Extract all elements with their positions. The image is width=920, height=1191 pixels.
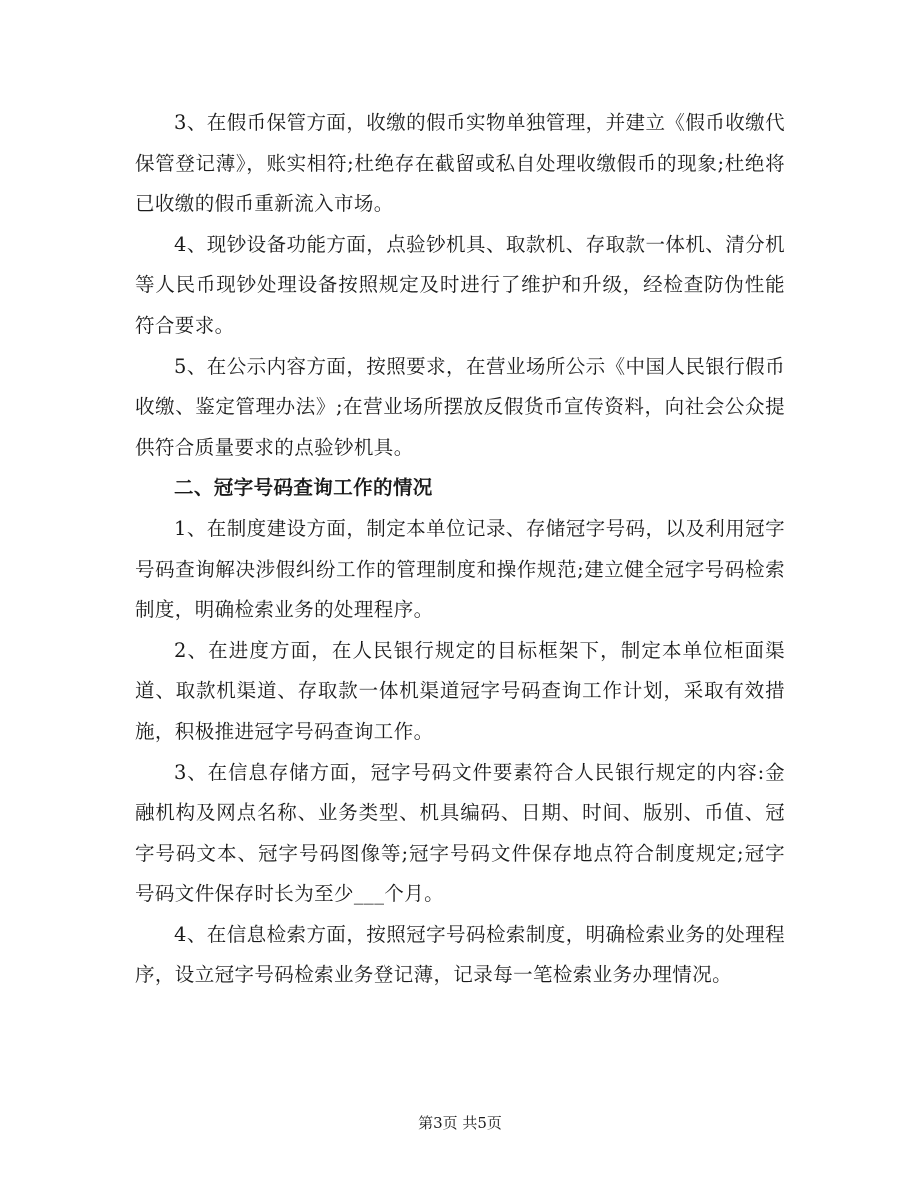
paragraph-counterfeit-custody: 3、在假币保管方面，收缴的假币实物单独管理，并建立《假币收缴代保管登记薄》，账实相符;杜绝存在截留或私自处理收缴假币的现象;杜绝将已收缴的假币重新流入市场。	[135, 111, 785, 216]
paragraph-public-notice: 5、在公示内容方面，按照要求，在营业场所公示《中国人民银行假币收缴、鉴定管理办法》;在营业场所摆放反假货币宣传资料，向社会公众提供符合质量要求的点验钞机具。	[135, 354, 785, 459]
document-body	[135, 103, 785, 996]
page-number-footer: 第3页 共5页	[418, 1114, 502, 1132]
paragraph-cash-equipment: 4、现钞设备功能方面，点验钞机具、取款机、存取款一体机、清分机等人民币现钞处理设备按照规定及时进行了维护和升级，经检查防伪性能符合要求。	[135, 232, 785, 337]
paragraph-system-building: 1、在制度建设方面，制定本单位记录、存储冠字号码，以及利用冠字号码查询解决涉假纠纷工作的管理制度和操作规范;建立健全冠字号码检索制度，明确检索业务的处理程序。	[135, 516, 785, 622]
paragraph-information-retrieval: 4、在信息检索方面，按照冠字号码检索制度，明确检索业务的处理程序，设立冠字号码检索业务登记薄，记录每一笔检索业务办理情况。	[135, 922, 785, 987]
paragraph-information-storage: 3、在信息存储方面，冠字号码文件要素符合人民银行规定的内容:金融机构及网点名称、业务类型、机具编码、日期、时间、版别、币值、冠字号码文本、冠字号码图像等;冠字号码文件保存地点符合制度规定;冠字号码文件保存时长为至少___个月。	[135, 760, 785, 906]
section-heading-serial-number-query: 二、冠字号码查询工作的情况	[174, 476, 433, 500]
paragraph-progress: 2、在进度方面，在人民银行规定的目标框架下，制定本单位柜面渠道、取款机渠道、存取款一体机渠道冠字号码查询工作计划，采取有效措施，积极推进冠字号码查询工作。	[135, 638, 785, 743]
